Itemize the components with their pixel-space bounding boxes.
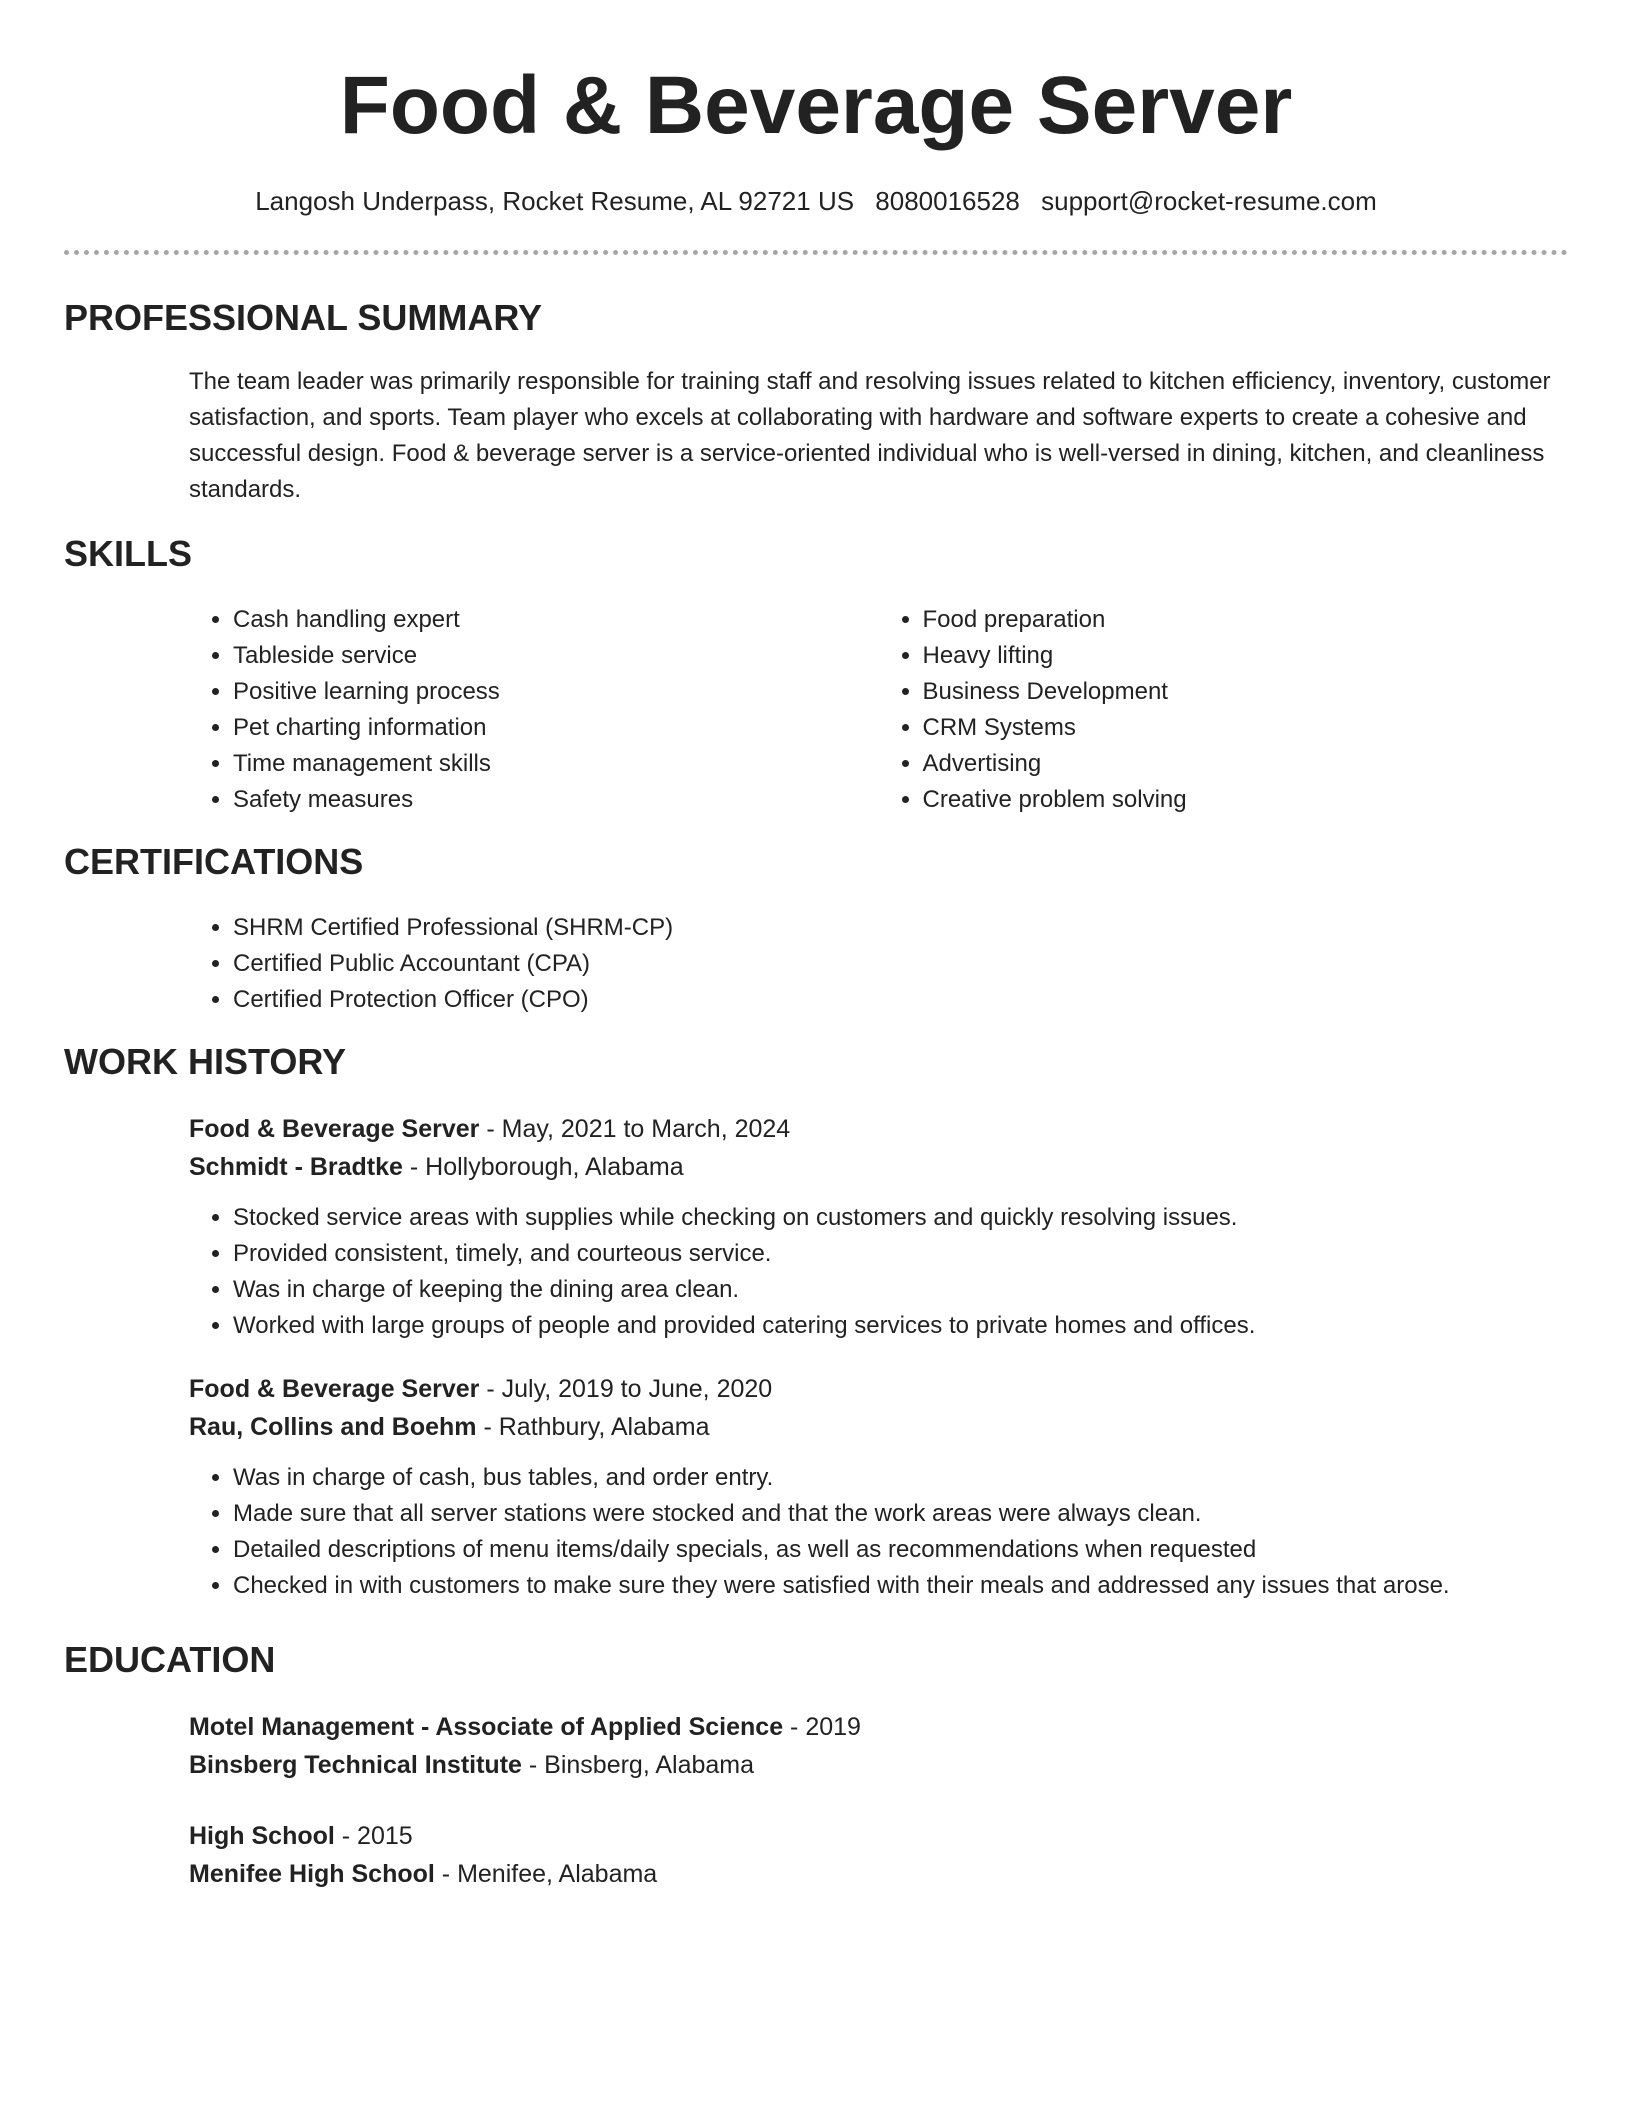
education-school: Menifee High School — [189, 1860, 435, 1888]
job-duties — [189, 1460, 1568, 1604]
education-school: Binsberg Technical Institute — [189, 1751, 522, 1779]
list-item: • SHRM Certified Professional (SHRM-CP) — [233, 910, 1568, 946]
skills-title: SKILLS — [64, 533, 193, 574]
list-item: • Checked in with customers to make sure they were satisfied with their meals and addressed any issues that arose. — [233, 1568, 1568, 1604]
list-item: • Positive learning process — [233, 674, 879, 710]
list-item: • Safety measures — [233, 782, 879, 818]
education-year: - 2019 — [783, 1713, 861, 1741]
list-item: • Tableside service — [233, 638, 879, 674]
list-item: • Certified Public Accountant (CPA) — [233, 946, 1568, 982]
list-item: • Was in charge of keeping the dining area clean. — [233, 1272, 1568, 1308]
education-location: - Menifee, Alabama — [434, 1860, 658, 1888]
job-role: Food & Beverage Server — [189, 1115, 480, 1143]
education-degree: High School — [189, 1822, 335, 1850]
list-item: • CRM Systems — [923, 710, 1569, 746]
education-school-line — [189, 1746, 1568, 1784]
list-item: • Creative problem solving — [923, 782, 1569, 818]
certifications-section — [64, 840, 1568, 1018]
contact-email: support@rocket-resume.com — [1041, 186, 1377, 216]
education-section — [64, 1638, 1568, 1893]
job-location: - Hollyborough, Alabama — [402, 1153, 684, 1181]
contact-phone: 8080016528 — [875, 186, 1020, 216]
list-item: • Heavy lifting — [923, 638, 1569, 674]
job-role-line — [189, 1110, 1568, 1148]
summary-section — [64, 296, 1568, 508]
job-company-line — [189, 1408, 1568, 1446]
summary-title: PROFESSIONAL SUMMARY — [64, 297, 543, 338]
job-role: Food & Beverage Server — [189, 1375, 480, 1403]
education-degree: Motel Management - Associate of Applied Science — [189, 1713, 784, 1741]
list-item: • Food preparation — [923, 602, 1569, 638]
list-item: • Provided consistent, timely, and courteous service. — [233, 1236, 1568, 1272]
work-title: WORK HISTORY — [64, 1041, 347, 1082]
education-entry — [189, 1817, 1568, 1893]
job-company: Rau, Collins and Boehm — [189, 1413, 477, 1441]
list-item: • Was in charge of cash, bus tables, and order entry. — [233, 1460, 1568, 1496]
resume-name: Food & Beverage Server — [339, 60, 1293, 151]
job-duties — [189, 1200, 1568, 1344]
job-dates: - July, 2019 to June, 2020 — [479, 1375, 773, 1403]
list-item: • Business Development — [923, 674, 1569, 710]
job-dates: - May, 2021 to March, 2024 — [479, 1115, 791, 1143]
list-item: • Pet charting information — [233, 710, 879, 746]
contact-address: Langosh Underpass, Rocket Resume, AL 92721 US — [255, 186, 855, 216]
education-entry — [189, 1708, 1568, 1784]
list-item: • Advertising — [923, 746, 1569, 782]
work-section — [64, 1040, 1568, 1604]
education-title: EDUCATION — [64, 1639, 276, 1680]
education-degree-line — [189, 1817, 1568, 1855]
contact-line — [64, 184, 1568, 218]
job-location: - Rathbury, Alabama — [476, 1413, 710, 1441]
certifications-list — [189, 910, 1568, 1018]
skills-list-left — [189, 602, 879, 818]
skills-columns — [189, 602, 1568, 818]
education-school-line — [189, 1855, 1568, 1893]
list-item: • Certified Protection Officer (CPO) — [233, 982, 1568, 1018]
job-entry — [189, 1110, 1568, 1344]
list-item: • Stocked service areas with supplies while checking on customers and quickly resolving issues. — [233, 1200, 1568, 1236]
list-item: • Worked with large groups of people and provided catering services to private homes and offices. — [233, 1308, 1568, 1344]
header-divider — [64, 250, 1568, 255]
education-degree-line — [189, 1708, 1568, 1746]
skills-section — [64, 532, 1568, 818]
list-item: • Made sure that all server stations were stocked and that the work areas were always clean. — [233, 1496, 1568, 1532]
skills-list-right — [879, 602, 1569, 818]
job-company: Schmidt - Bradtke — [189, 1153, 403, 1181]
certifications-title: CERTIFICATIONS — [64, 841, 364, 882]
summary-text: The team leader was primarily responsible for training staff and resolving issues related to kitchen efficiency, inventory, customer satisfaction, and sports. Team player who excels at collaborating with hardware and software experts to create a cohesive and successful design. Food & beverage server is a service-oriented individual who is well-versed in dining, kitchen, and cleanliness standards. — [189, 368, 1551, 503]
job-role-line — [189, 1370, 1568, 1408]
list-item: • Cash handling expert — [233, 602, 879, 638]
list-item: • Time management skills — [233, 746, 879, 782]
list-item: • Detailed descriptions of menu items/daily specials, as well as recommendations when requested — [233, 1532, 1568, 1568]
job-company-line — [189, 1148, 1568, 1186]
education-year: - 2015 — [334, 1822, 413, 1850]
job-entry — [189, 1370, 1568, 1604]
education-location: - Binsberg, Alabama — [521, 1751, 755, 1779]
